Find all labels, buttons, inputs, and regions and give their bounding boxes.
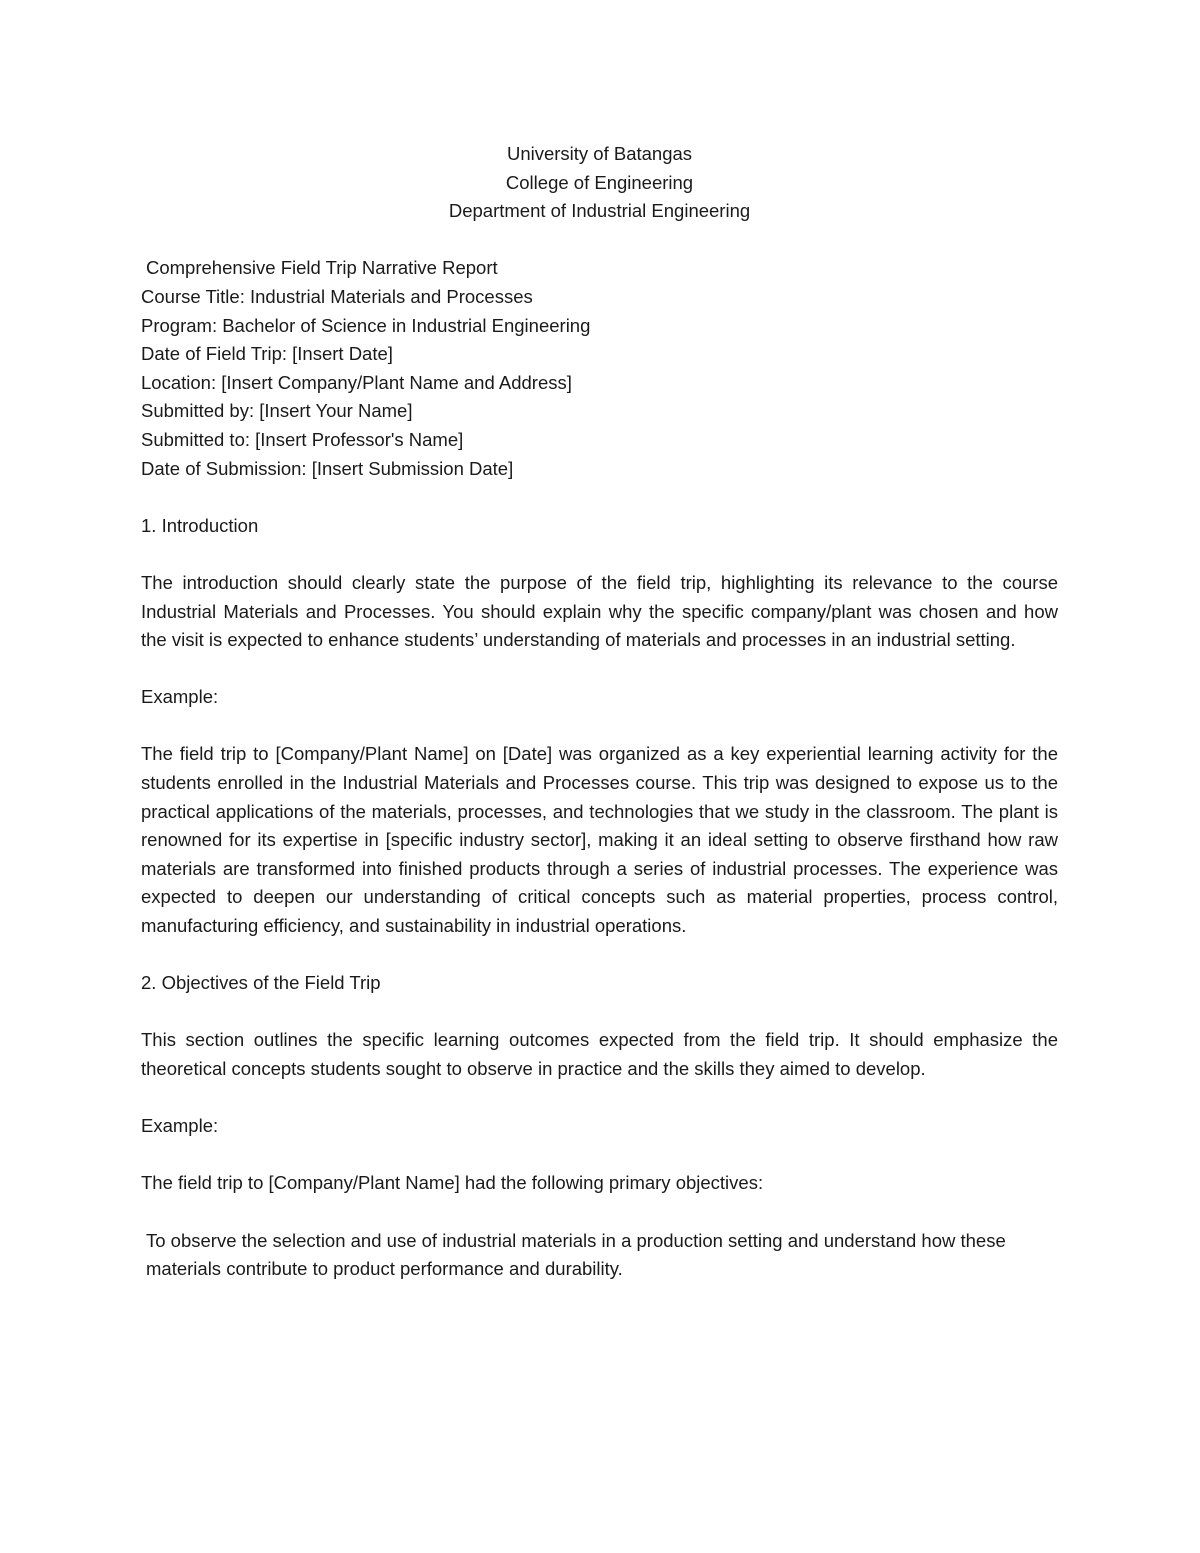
spacer bbox=[141, 226, 1058, 255]
college-name: College of Engineering bbox=[505, 171, 694, 193]
university-name: University of Batangas bbox=[506, 143, 693, 164]
spacer bbox=[141, 712, 1058, 741]
department-name: Department of Industrial Engineering bbox=[448, 200, 751, 222]
document-body bbox=[141, 140, 1058, 1284]
spacer bbox=[141, 540, 1058, 569]
location: Location: [Insert Company/Plant Name and Address] bbox=[141, 371, 572, 393]
section-heading-introduction: 1. Introduction bbox=[141, 514, 259, 536]
spacer bbox=[141, 1198, 1058, 1227]
example-label: Example: bbox=[141, 686, 219, 708]
spacer bbox=[141, 998, 1058, 1027]
objectives-intro-line: The field trip to [Company/Plant Name] had the following primary objectives: bbox=[141, 1172, 764, 1194]
submitted-to: Submitted to: [Insert Professor's Name] bbox=[141, 428, 464, 450]
date-of-field-trip: Date of Field Trip: [Insert Date] bbox=[141, 343, 393, 365]
introduction-example-paragraph: The field trip to [Company/Plant Name] on [Date] was organized as a key experiential learning activity for the students enrolled in the Industrial Materials and Processes course. This trip was designed to expose us to the practical applications of the materials, processes, and technologies that we study in the classroom. The plant is renowned for its expertise in [specific industry sector], making it an ideal setting to observe firsthand how raw materials are transformed into finished products through a series of industrial processes. The experience was expected to deepen our understanding of critical concepts such as material properties, process control, manufacturing efficiency, and sustainability in industrial operations. bbox=[141, 743, 1058, 937]
course-title: Course Title: Industrial Materials and Processes bbox=[141, 285, 533, 307]
report-title: Comprehensive Field Trip Narrative Report bbox=[146, 257, 498, 279]
report-info-block bbox=[141, 254, 1058, 483]
spacer bbox=[141, 941, 1058, 970]
document-header bbox=[141, 140, 1058, 226]
objectives-paragraph: This section outlines the specific learning outcomes expected from the field trip. It should emphasize the theoretical concepts students sought to observe in practice and the skills they aimed to develop. bbox=[141, 1029, 1058, 1079]
example-label: Example: bbox=[141, 1115, 219, 1137]
spacer bbox=[141, 655, 1058, 684]
section-heading-objectives: 2. Objectives of the Field Trip bbox=[141, 972, 381, 994]
submitted-by: Submitted by: [Insert Your Name] bbox=[141, 400, 413, 422]
introduction-paragraph: The introduction should clearly state the purpose of the field trip, highlighting its relevance to the course Industrial Materials and Processes. You should explain why the specific company/plant was chosen and how the visit is expected to enhance students’ understanding of materials and processes in an industrial setting. bbox=[141, 571, 1058, 651]
spacer bbox=[141, 483, 1058, 512]
date-of-submission: Date of Submission: [Insert Submission Date] bbox=[141, 457, 514, 479]
program: Program: Bachelor of Science in Industrial Engineering bbox=[141, 314, 591, 336]
objective-item: To observe the selection and use of industrial materials in a production setting and understand how these materials contribute to product performance and durability. bbox=[146, 1229, 1006, 1280]
spacer bbox=[141, 1084, 1058, 1113]
spacer bbox=[141, 1141, 1058, 1170]
